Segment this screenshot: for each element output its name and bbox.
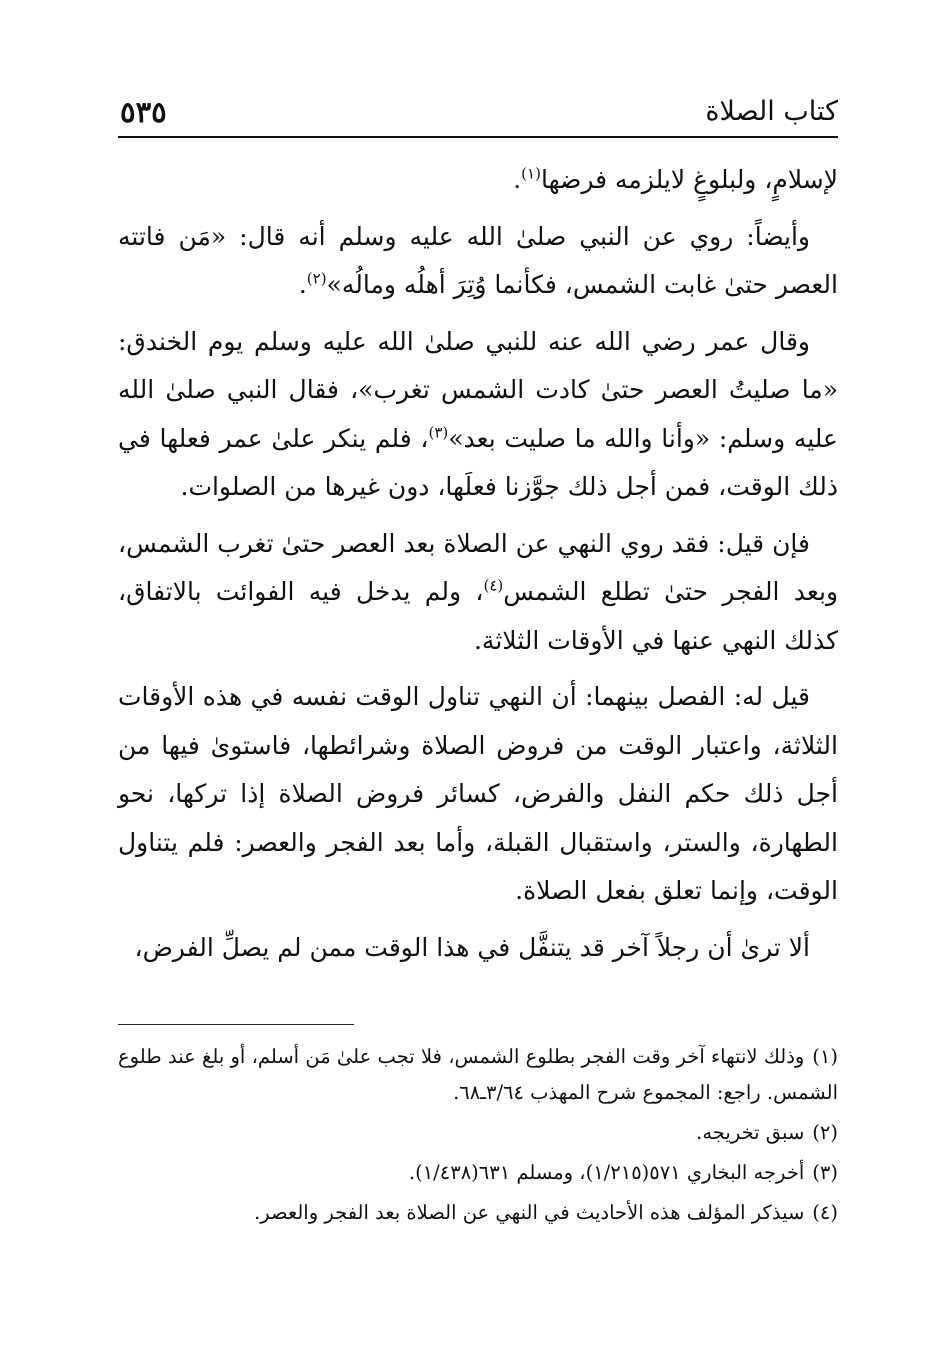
footnote-number: (١) — [812, 1045, 838, 1068]
paragraph-6 — [118, 924, 838, 981]
page-number: ٥٣٥ — [120, 95, 167, 129]
paragraph-text-after: ، ولم يدخل فيه الفوائت بالاتفاق، كذلك النهي عنها في الأوقات الثلاثة. — [118, 577, 838, 655]
footnote-ref: (٣) — [428, 423, 449, 442]
footnote-1 — [118, 1039, 838, 1111]
footnote-number: (٣) — [812, 1161, 838, 1184]
footnote-ref: (٢) — [306, 269, 327, 288]
footnote-4 — [118, 1195, 838, 1231]
paragraph-text-after: . — [513, 165, 522, 194]
paragraph-text: فإن قيل: فقد روي النهي عن الصلاة بعد العصر حتىٰ تغرب الشمس، وبعد الفجر حتىٰ تطلع الشمس — [118, 528, 839, 606]
paragraph-text: وأيضاً: روي عن النبي صلىٰ الله عليه وسلم أنه قال: «مَن فاتته العصر حتىٰ غابت الشمس، فكأنما وُتِرَ أهلُه ومالُه» — [118, 221, 838, 299]
paragraph-text: وقال عمر رضي الله عنه للنبي صلىٰ الله عليه وسلم يوم الخندق: «ما صليتُ العصر حتىٰ كادت الشمس تغرب»، فقال النبي صلىٰ الله عليه وسلم: «وأنا والله ما صليت بعد» — [118, 326, 838, 453]
running-header — [118, 86, 838, 138]
footnotes — [118, 1039, 838, 1231]
paragraph-text: لإسلامٍ، ولبلوغٍ لايلزمه فرضها — [540, 165, 838, 194]
footnote-text: سيذكر المؤلف هذه الأحاديث في النهي عن الصلاة بعد الفجر والعصر. — [254, 1201, 805, 1224]
footnote-text: وذلك لانتهاء آخر وقت الفجر بطلوع الشمس، فلا تجب علىٰ مَن أسلم، أو بلغ عند طلوع الشمس. راجع: المجموع شرح المهذب ٣/٦٤ـ٦٨. — [118, 1045, 838, 1104]
footnote-ref: (٤) — [483, 576, 504, 595]
paragraph-1 — [118, 156, 838, 213]
main-text — [118, 156, 838, 980]
paragraph-2 — [118, 213, 838, 318]
paragraph-text: ألا ترىٰ أن رجلاً آخر قد يتنفَّل في هذا الوقت ممن لم يصلِّ الفرض، — [134, 932, 810, 962]
paragraph-text-after: . — [298, 270, 307, 299]
paragraph-4 — [118, 520, 838, 674]
footnote-ref: (١) — [521, 164, 541, 183]
paragraph-text: قيل له: الفصل بينهما: أن النهي تناول الوقت نفسه في هذه الأوقات الثلاثة، واعتبار الوقت من فروض الصلاة وشرائطها، فاستوىٰ فيها من أجل ذلك حكم النفل والفرض، كسائر فروض الصلاة إذا تركها، نحو الطهارة، والستر، واستقبال القبلة، وأما بعد الفجر والعصر: فلم يتناول الوقت، وإنما تعلق بفعل الصلاة. — [118, 682, 838, 905]
paragraph-3 — [118, 318, 838, 520]
footnote-3 — [118, 1155, 838, 1191]
footnote-text: أخرجه البخاري ٥٧١(١/٢١٥)، ومسلم ٦٣١(١/٤٣٨). — [408, 1161, 805, 1184]
footnote-number: (٢) — [812, 1121, 838, 1144]
paragraph-5 — [118, 673, 838, 924]
footnote-2 — [118, 1115, 838, 1151]
footnote-separator-wrap — [118, 980, 838, 1025]
book-page — [118, 86, 838, 1235]
footnote-text: سبق تخريجه. — [696, 1121, 805, 1144]
chapter-title: كتاب الصلاة — [705, 96, 838, 127]
footnote-number: (٤) — [812, 1201, 838, 1224]
footnote-separator — [118, 1024, 354, 1025]
paragraph-text-after: ، فلم ينكر علىٰ عمر فعلها في ذلك الوقت، فمن أجل ذلك جوَّزنا فعلَها، دون غيرها من الصلوات. — [118, 423, 838, 501]
